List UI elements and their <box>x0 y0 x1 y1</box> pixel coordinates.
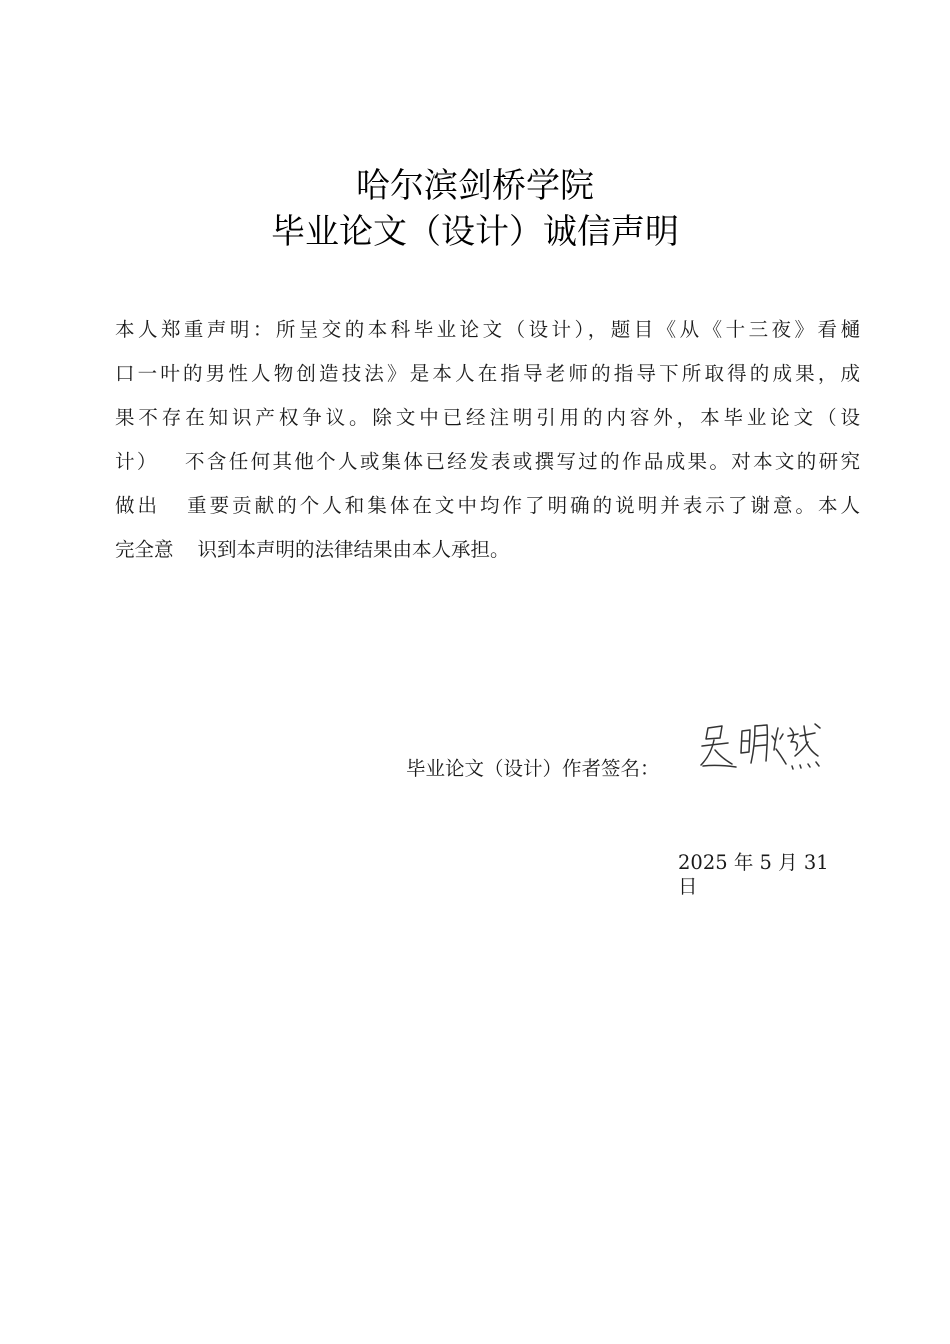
declaration-line: 本人郑重声明：所呈交的本科毕业论文（设计），题目《从《十三夜》看樋 <box>115 318 860 341</box>
handwritten-signature <box>694 716 839 774</box>
declaration-line <box>115 440 860 484</box>
signing-date: 2025 年 5 月 31 日 <box>678 851 829 898</box>
institution-title: 哈尔滨剑桥学院 <box>356 166 594 206</box>
declaration-body <box>115 308 860 572</box>
declaration-line-part: 完全意 <box>115 538 174 561</box>
declaration-line <box>115 528 860 572</box>
declaration-line: 果不存在知识产权争议。除文中已经注明引用的内容外，本毕业论文（设 <box>115 406 860 429</box>
declaration-title: 毕业论文（设计）诚信声明 <box>271 212 679 252</box>
declaration-line: 口一叶的男性人物创造技法》是本人在指导老师的指导下所取得的成果，成 <box>115 362 860 385</box>
declaration-line-part: 计） <box>115 450 159 473</box>
declaration-line-part: 不含任何其他个人或集体已经发表或撰写过的作品成果。对本文的研究 <box>182 450 860 473</box>
declaration-line-part: 识到本声明的法律结果由本人承担。 <box>197 538 510 561</box>
signature-label: 毕业论文（设计）作者签名： <box>406 757 660 780</box>
declaration-line-part: 做出 <box>115 494 161 517</box>
declaration-line <box>115 484 860 528</box>
declaration-line-part: 重要贡献的个人和集体在文中均作了明确的说明并表示了谢意。本人 <box>184 494 860 517</box>
